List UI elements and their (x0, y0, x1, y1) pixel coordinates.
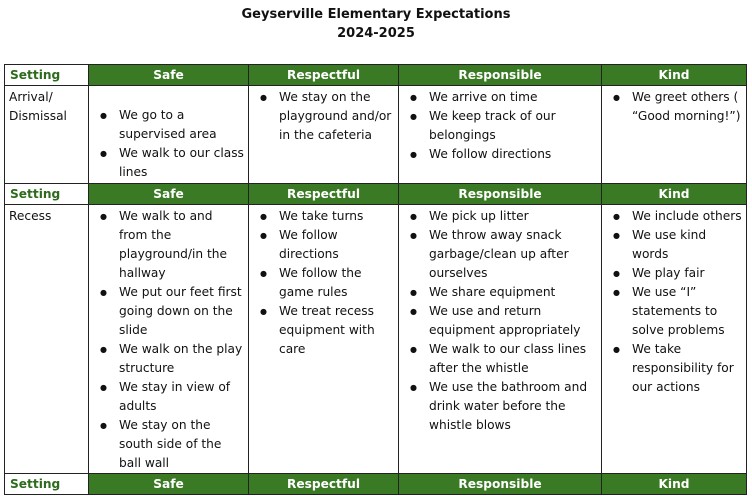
header-respectful: Respectful (249, 184, 399, 205)
bullet-list (399, 205, 601, 435)
list-item: ● We put our feet first going down on the slide (89, 283, 248, 340)
list-item: ● We take turns (249, 207, 398, 226)
responsible-cell (399, 205, 602, 474)
kind-cell (602, 86, 747, 184)
list-item: ● We keep track of our belongings (399, 107, 601, 145)
list-item: ● We stay in view of adults (89, 378, 248, 416)
list-item: ● We use “I” statements to solve problems (602, 283, 746, 340)
header-respectful: Respectful (249, 474, 399, 495)
list-item: ● We walk to and from the playground/in the hallway (89, 207, 248, 283)
list-item: ● We follow directions (249, 226, 398, 264)
header-responsible: Responsible (399, 65, 602, 86)
list-item: ● We include others (602, 207, 746, 226)
header-responsible: Responsible (399, 474, 602, 495)
list-item: ● We treat recess equipment with care (249, 302, 398, 359)
bullet-list (602, 205, 746, 397)
responsible-cell (399, 86, 602, 184)
list-item: ● We throw away snack garbage/clean up after ourselves (399, 226, 601, 283)
page-title: Geyserville Elementary Expectations (241, 7, 511, 22)
header-setting: Setting (5, 65, 89, 86)
header-kind: Kind (602, 474, 747, 495)
list-item: ● We follow directions (399, 145, 601, 164)
list-item: ● We stay on the playground and/or in the cafeteria (249, 88, 398, 145)
header-row (5, 474, 747, 495)
header-safe: Safe (89, 65, 249, 86)
bullet-list (602, 86, 746, 126)
list-item: ● We go to a supervised area (89, 106, 248, 144)
kind-cell (602, 205, 747, 474)
header-respectful: Respectful (249, 65, 399, 86)
header-responsible: Responsible (399, 184, 602, 205)
list-item: ● We walk to our class lines after the whistle (399, 340, 601, 378)
bullet-list (249, 205, 398, 359)
list-item: ● We greet others ( “Good morning!”) (602, 88, 746, 126)
expectations-table (4, 64, 747, 495)
bullet-list (89, 86, 248, 182)
safe-cell (89, 86, 249, 184)
list-item: ● We follow the game rules (249, 264, 398, 302)
list-item: ● We take responsibility for our actions (602, 340, 746, 397)
list-item: ● We stay on the south side of the ball wall (89, 416, 248, 473)
header-kind: Kind (602, 184, 747, 205)
header-row (5, 184, 747, 205)
school-year: 2024-2025 (337, 26, 415, 41)
safe-cell (89, 205, 249, 474)
header-setting: Setting (5, 184, 89, 205)
list-item: ● We arrive on time (399, 88, 601, 107)
header-row (5, 65, 747, 86)
bullet-list (89, 205, 248, 473)
header-safe: Safe (89, 474, 249, 495)
list-item: ● We walk to our class lines (89, 144, 248, 182)
bullet-list (249, 86, 398, 145)
respectful-cell (249, 205, 399, 474)
list-item: ● We share equipment (399, 283, 601, 302)
table-row (5, 86, 747, 184)
bullet-list (399, 86, 601, 164)
list-item: ● We walk on the play structure (89, 340, 248, 378)
setting-cell: Recess (5, 205, 89, 474)
setting-cell: Arrival/ Dismissal (5, 86, 89, 184)
list-item: ● We play fair (602, 264, 746, 283)
list-item: ● We use the bathroom and drink water before the whistle blows (399, 378, 601, 435)
header-setting: Setting (5, 474, 89, 495)
table-row (5, 205, 747, 474)
header-kind: Kind (602, 65, 747, 86)
list-item: ● We use and return equipment appropriately (399, 302, 601, 340)
header-safe: Safe (89, 184, 249, 205)
list-item: ● We use kind words (602, 226, 746, 264)
respectful-cell (249, 86, 399, 184)
list-item: ● We pick up litter (399, 207, 601, 226)
